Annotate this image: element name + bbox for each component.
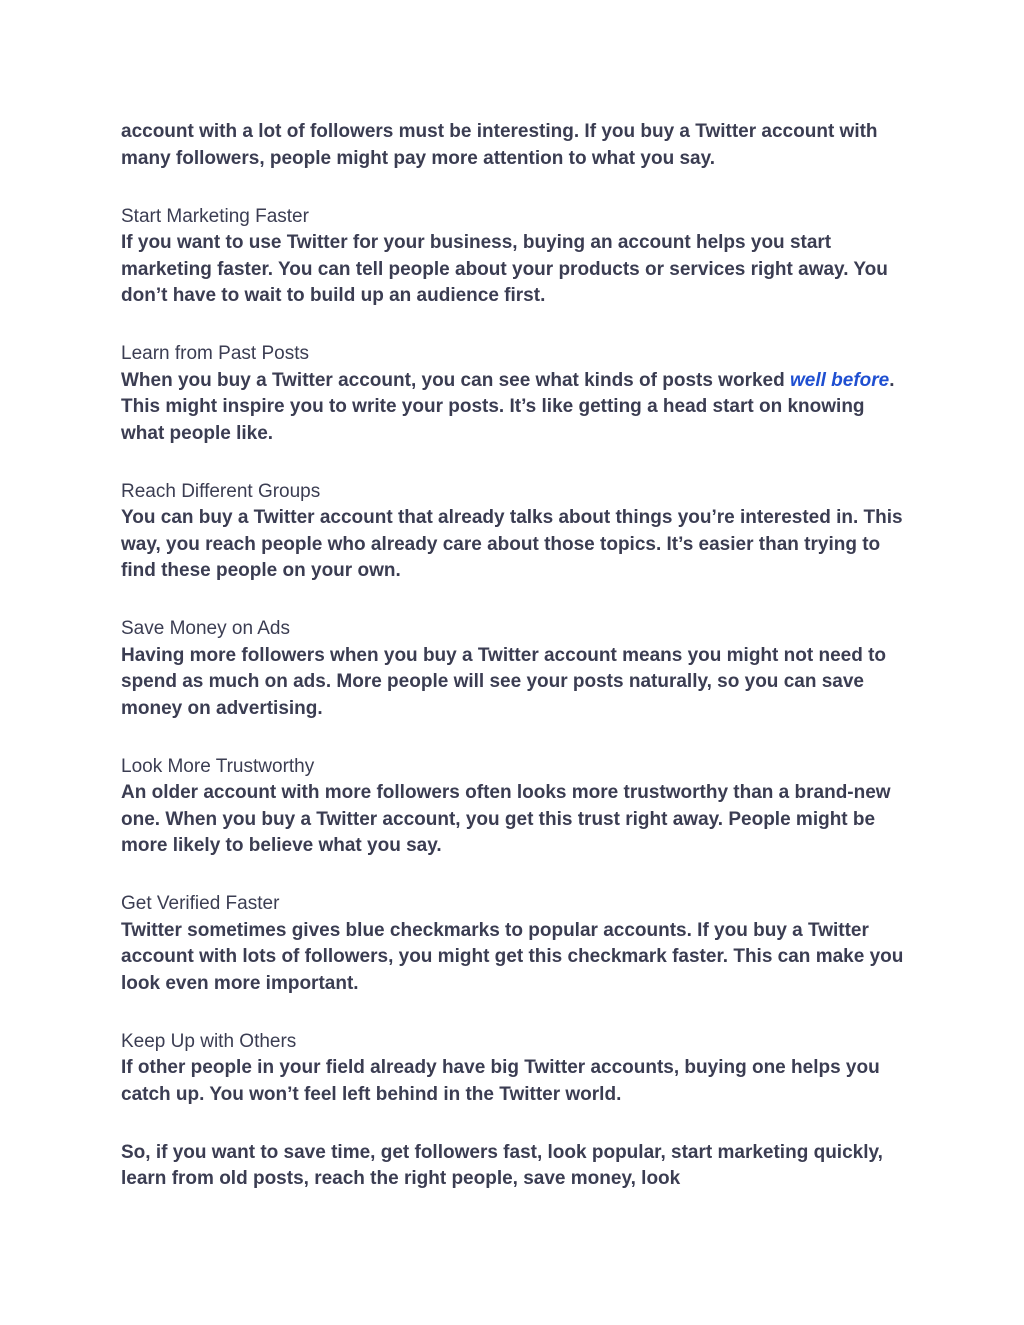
section-body: If you want to use Twitter for your business, buying an account helps you start marketing faster. You can tell people about your products or services right away. You don’t have to wait to build up an audience first.	[121, 232, 888, 306]
section-body: Twitter sometimes gives blue checkmarks to popular accounts. If you buy a Twitter account with lots of followers, you might get this checkmark faster. This can make you look even more important.	[121, 919, 904, 994]
document-page	[121, 119, 911, 1224]
intro-paragraph: account with a lot of followers must be interesting. If you buy a Twitter account with many followers, people might pay more attention to what you say.	[121, 121, 878, 169]
section-heading: Learn from Past Posts	[121, 343, 309, 364]
section-start-marketing	[121, 204, 911, 310]
section-body: An older account with more followers often looks more trustworthy than a brand-new one. When you buy a Twitter account, you get this trust right away. People might be more likely to believe what you say.	[121, 782, 891, 856]
section-body-start: When you buy a Twitter account, you can see what kinds of posts worked	[121, 369, 790, 391]
section-heading: Reach Different Groups	[121, 480, 321, 502]
section-body: Having more followers when you buy a Twitter account means you might not need to spend as much on ads. More people will see your posts naturally, so you can save money on advertising.	[121, 644, 887, 719]
section-trustworthy	[121, 754, 911, 860]
section-body: You can buy a Twitter account that already talks about things you’re interested in. This way, you reach people who already care about those topics. It’s easier than trying to find these people on your own.	[121, 507, 903, 581]
section-body-end: . This might inspire you to write your posts. It’s like getting a head start on knowing what people like.	[121, 369, 895, 444]
section-learn-past-posts	[121, 341, 911, 447]
section-reach-groups	[121, 479, 911, 585]
section-heading: Start Marketing Faster	[121, 205, 309, 227]
section-heading: Keep Up with Others	[121, 1030, 297, 1052]
section-heading: Look More Trustworthy	[121, 755, 315, 777]
well-before-link[interactable]: well before	[789, 369, 890, 391]
conclusion-paragraph: So, if you want to save time, get followers fast, look popular, start marketing quickly, learn from old posts, reach the right people, save money, look	[121, 1141, 883, 1189]
section-heading: Get Verified Faster	[121, 893, 280, 914]
section-save-money	[121, 616, 911, 722]
section-body: If other people in your field already have big Twitter accounts, buying one helps you catch up. You won’t feel left behind in the Twitter world.	[121, 1057, 880, 1105]
section-keep-up	[121, 1029, 911, 1109]
section-verified	[121, 891, 911, 997]
section-heading: Save Money on Ads	[121, 618, 290, 639]
